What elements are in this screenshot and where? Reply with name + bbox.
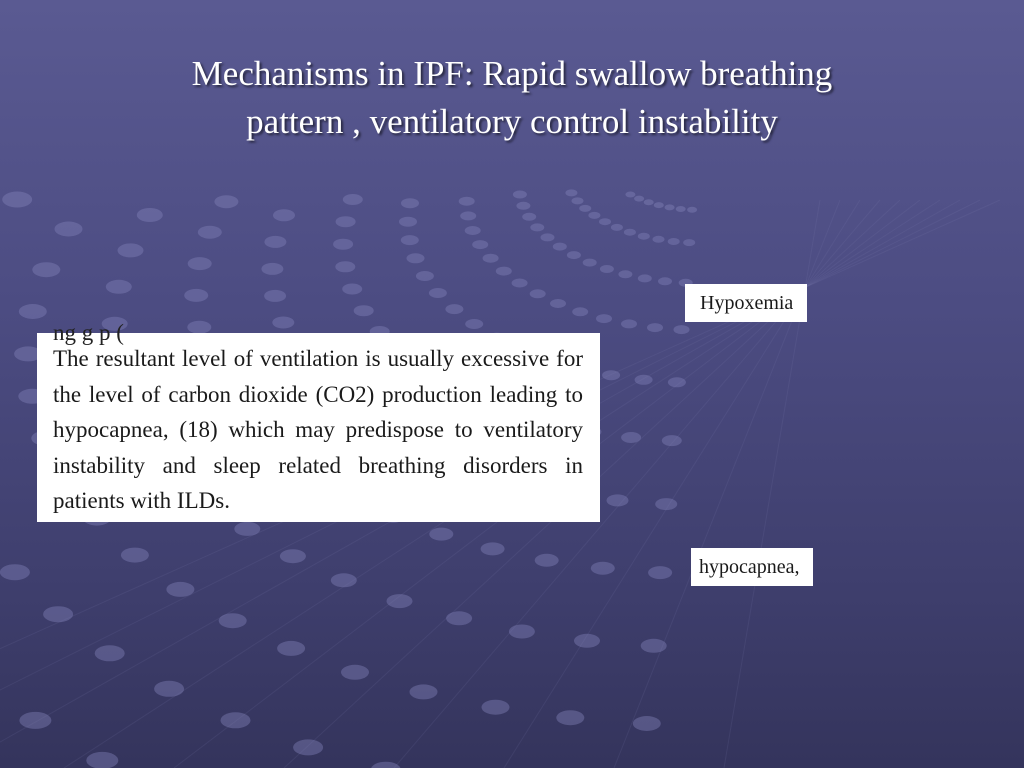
excerpt-line-1: The resultant level of ventilation is usually excessive for <box>53 346 583 371</box>
background-dot <box>624 229 636 236</box>
background-dot <box>401 235 419 245</box>
background-dot <box>399 217 417 227</box>
background-dot <box>401 198 419 208</box>
background-dot <box>654 202 664 208</box>
background-dot <box>261 263 283 275</box>
excerpt-line-3: hypocapnea, (18) which may predispose to ventilatory <box>53 417 583 442</box>
background-dot <box>106 280 132 294</box>
background-dot <box>273 209 295 221</box>
excerpt-line-4: instability and sleep related breathing disorders in <box>53 452 583 478</box>
hypoxemia-label: Hypoxemia <box>685 284 807 322</box>
background-dot <box>638 233 650 240</box>
excerpt-line-2: the level of carbon dioxide (CO2) production leading to <box>53 381 583 407</box>
excerpt-paragraph <box>53 341 583 519</box>
background-dot <box>118 243 144 257</box>
background-dot <box>19 304 47 319</box>
background-dot <box>341 665 369 680</box>
background-dot <box>553 243 567 251</box>
background-dot <box>465 226 481 235</box>
excerpt-cut-off-line: ng g p ( <box>53 320 124 345</box>
background-dot <box>459 197 475 206</box>
background-dot <box>653 236 665 243</box>
background-dot <box>32 262 60 277</box>
background-dot <box>600 265 614 273</box>
background-dot <box>535 554 559 567</box>
background-dot <box>665 204 675 210</box>
background-dot <box>0 564 30 580</box>
background-dot <box>676 206 686 212</box>
background-dot <box>541 233 555 241</box>
background-dot <box>354 305 374 316</box>
background-dot <box>633 716 661 731</box>
background-dot <box>647 323 663 332</box>
background-dot <box>668 238 680 245</box>
background-dot <box>154 681 184 697</box>
text-excerpt-image <box>37 320 600 522</box>
background-dot <box>460 211 476 220</box>
background-dot <box>658 277 672 285</box>
background-dot <box>121 548 149 563</box>
background-dot <box>482 700 510 715</box>
background-dot <box>264 290 286 302</box>
background-dot <box>86 752 118 768</box>
background-dot <box>662 435 682 446</box>
background-dot <box>625 192 635 198</box>
background-dot <box>668 377 686 387</box>
background-dot <box>618 270 632 278</box>
background-dot <box>556 710 584 725</box>
background-dot <box>648 566 672 579</box>
slide-title-line-1: Mechanisms in IPF: Rapid swallow breathing <box>191 54 833 93</box>
background-dot <box>481 542 505 555</box>
background-dot <box>496 267 512 276</box>
background-dot <box>335 261 355 272</box>
background-dot <box>429 288 447 298</box>
background-dot <box>607 494 629 506</box>
background-dot <box>572 307 588 316</box>
background-dot <box>611 224 623 231</box>
background-dot <box>445 304 463 314</box>
slide-title <box>62 50 962 146</box>
background-dot <box>674 325 690 334</box>
background-dot <box>512 279 528 288</box>
background-dot <box>687 207 697 213</box>
background-dot <box>137 208 163 222</box>
background-dot <box>280 549 306 563</box>
background-dot <box>596 314 612 323</box>
background-dot <box>410 684 438 699</box>
background-dot <box>277 641 305 656</box>
background-dot <box>416 271 434 281</box>
background-dot <box>472 240 488 249</box>
background-dot <box>530 289 546 298</box>
background-dot <box>446 611 472 625</box>
background-dot <box>530 223 544 231</box>
background-dot <box>565 189 577 196</box>
hypocapnea-label: hypocapnea, <box>691 548 813 586</box>
background-dot <box>55 222 83 237</box>
background-dot <box>407 253 425 263</box>
background-dot <box>19 712 51 729</box>
background-dot <box>583 259 597 267</box>
excerpt-line-5: patients with ILDs. <box>53 488 230 513</box>
background-dot <box>43 606 73 622</box>
background-dot <box>343 194 363 205</box>
background-dot <box>198 226 222 239</box>
background-dot <box>264 236 286 248</box>
background-dot <box>184 289 208 302</box>
background-dot <box>516 202 530 210</box>
background-dot <box>293 739 323 755</box>
background-dot <box>336 216 356 227</box>
background-dot <box>342 284 362 295</box>
background-dot <box>683 239 695 246</box>
background-dot <box>221 712 251 728</box>
background-dot <box>509 625 535 639</box>
background-dot <box>621 319 637 328</box>
background-dot <box>513 191 527 199</box>
background-dot <box>219 613 247 628</box>
background-dot <box>214 195 238 208</box>
background-dot <box>567 251 581 259</box>
background-dot <box>588 212 600 219</box>
background-dot <box>188 257 212 270</box>
slide-title-line-2: pattern , ventilatory control instability <box>246 102 778 141</box>
background-dot <box>579 205 591 212</box>
background-dot <box>522 213 536 221</box>
background-dot <box>644 199 654 205</box>
background-dot <box>550 299 566 308</box>
background-dot <box>638 274 652 282</box>
background-dot <box>333 239 353 250</box>
background-dot <box>95 645 125 661</box>
background-dot <box>429 528 453 541</box>
background-dot <box>599 218 611 225</box>
background-dot <box>572 197 584 204</box>
background-dot <box>635 375 653 385</box>
background-dot <box>2 192 32 208</box>
background-dot <box>591 562 615 575</box>
background-dot <box>634 196 644 202</box>
background-dot <box>483 254 499 263</box>
